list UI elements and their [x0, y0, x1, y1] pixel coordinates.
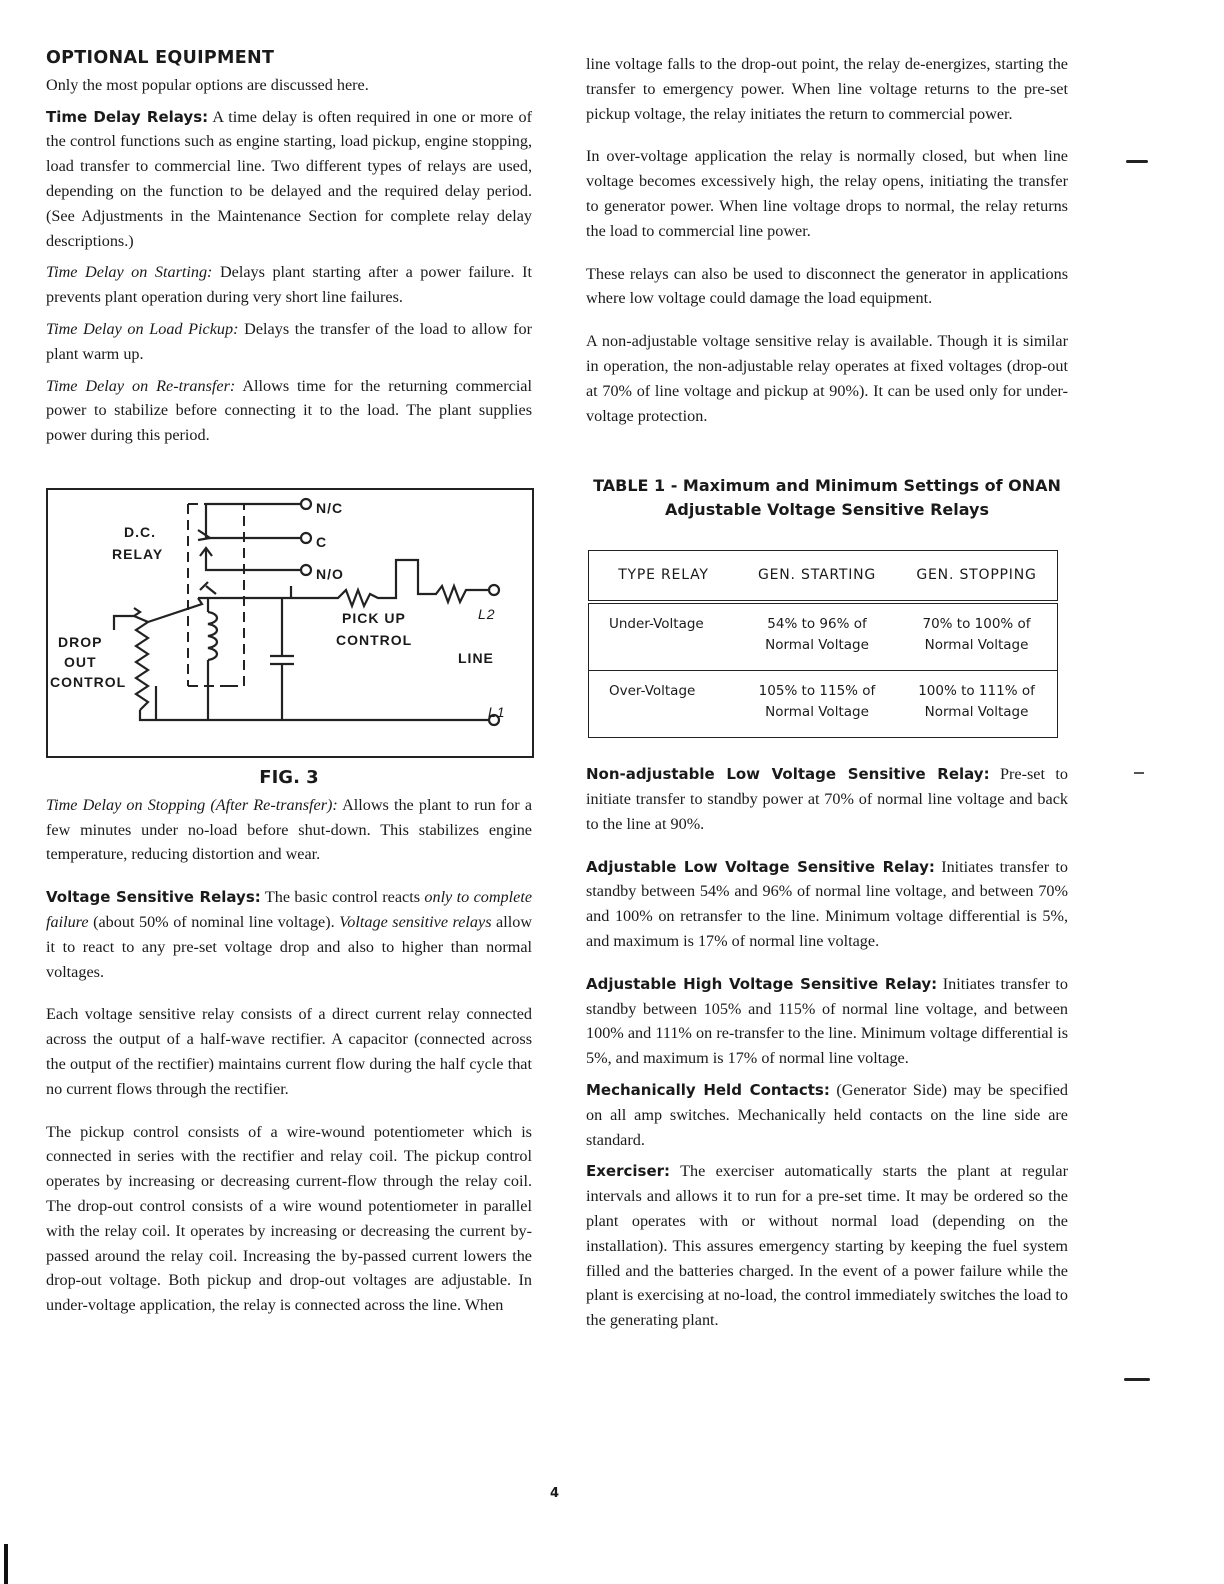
out-label: OUT — [64, 653, 97, 670]
circuit-drawing — [48, 490, 532, 756]
dc-label: D.C. — [124, 523, 156, 540]
table-cell: 54% to 96% of Normal Voltage — [765, 616, 869, 654]
left-column — [46, 40, 532, 1325]
non-adj-low-paragraph: Non-adjustable Low Voltage Sensitive Relay: Pre-set to initiate transfer to standby power at 70% of normal line voltage and back to the line at 90%. — [586, 765, 1069, 833]
drop-label: DROP — [58, 633, 103, 650]
right-column — [586, 52, 1068, 1340]
stopping-paragraph: Time Delay on Stopping (After Re-transfer): Allows the plant to run for a few minutes under no-load before shut-down. This stabilizes engine temperature, reducing distortion and wear. — [46, 795, 532, 864]
table-header-row — [589, 551, 1058, 602]
scan-margin-mark — [1126, 160, 1148, 163]
table-title: TABLE 1 - Maximum and Minimum Settings of ONAN Adjustable Voltage Sensitive Relays — [593, 476, 1061, 520]
run-in-label: Adjustable Low Voltage Sensitive Relay: — [586, 857, 935, 876]
run-in-label: Adjustable High Voltage Sensitive Relay: — [586, 974, 938, 993]
over-voltage-paragraph: In over-voltage application the relay is normally closed, but when line voltage becomes excessively high, the relay opens, initiating the transfer to generator power. When line voltage drops to normal, the relay returns the load to commercial line power. — [586, 147, 1068, 240]
scan-margin-mark — [4, 1544, 8, 1584]
c-label: C — [316, 533, 328, 550]
each-relay-paragraph: Each voltage sensitive relay consists of a direct current relay connected across the output of a half-wave rectifier. A capacitor (connected across the output of the rectifier) maintains current flow during the half cycle that no current flows through the rectifier. — [46, 1005, 532, 1098]
l1-label: L1 — [488, 703, 506, 720]
retransfer-paragraph: Time Delay on Re-transfer: Allows time for the returning commercial power to stabilize before connecting it to the load. The plant supplies power during this period. — [46, 376, 532, 445]
disconnect-paragraph: These relays can also be used to disconnect the generator in applications where low voltage could damage the load equipment. — [586, 264, 1068, 308]
pickup-label: PICK UP — [342, 609, 406, 626]
pickup-control-label: CONTROL — [336, 631, 413, 648]
run-in-label: Voltage Sensitive Relays: — [46, 888, 261, 907]
section-heading: OPTIONAL EQUIPMENT — [46, 48, 275, 68]
pickup-control-paragraph: The pickup control consists of a wire-wound potentiometer which is connected in series with the rectifier and relay coil. The pickup control operates by increasing or decreasing current-flow through the relay coil. The drop-out control consists of a wire wound potentiometer in parallel with the relay coil. It operates by increasing or decreasing the current by-passed around the relay coil. Increasing the by-passed current lowers the drop-out voltage. Both pickup and drop-out voltages are adjustable. In under-voltage application, the relay is connected across the line. When — [46, 1122, 532, 1315]
figure-caption: FIG. 3 — [259, 766, 319, 788]
scan-margin-mark — [1124, 1378, 1150, 1381]
run-in-label: Time Delay Relays: — [46, 107, 209, 126]
load-pickup-paragraph: Time Delay on Load Pickup: Delays the transfer of the load to allow for plant warm up. — [46, 319, 533, 363]
continuation-paragraph: line voltage falls to the drop-out point, the relay de-energizes, starting the transfer to emergency power. When line voltage returns to the pre-set pickup voltage, the relay initiates the return to commercial power. — [586, 55, 1068, 123]
table-header: GEN. STOPPING — [916, 567, 1037, 584]
adj-high-paragraph: Adjustable High Voltage Sensitive Relay: Initiates transfer to standby between 105% and 115% of normal line voltage, and between 100% and 111% on re-transfer to the line. Minimum voltage differential is 5%, and maximum is 17% of normal line voltage. — [586, 974, 1069, 1068]
table-row — [589, 602, 1058, 671]
table-header: GEN. STARTING — [757, 567, 877, 584]
line-label: LINE — [458, 649, 494, 666]
table-header: TYPE RELAY — [618, 567, 709, 584]
run-in-label: Exerciser: — [586, 1162, 671, 1181]
relay-circuit-diagram — [46, 488, 534, 758]
l2-label: L2 — [478, 605, 496, 622]
italic-label: Time Delay on Stopping (After Re-transfer): — [46, 795, 338, 814]
relay-label: RELAY — [112, 545, 164, 562]
table-cell: Under-Voltage — [609, 616, 704, 633]
adj-low-paragraph: Adjustable Low Voltage Sensitive Relay: Initiates transfer to standby between 54% and 96% of normal line voltage, and between 70% and 100% on retransfer to the line. Minimum voltage differential is 5%, and maximum is 17% of normal line voltage. — [586, 857, 1069, 950]
relay-settings-table — [588, 550, 1058, 738]
intro-paragraph: Only the most popular options are discussed here. — [46, 75, 369, 94]
table-cell: 105% to 115% of Normal Voltage — [758, 683, 876, 721]
table-cell: 100% to 111% of Normal Voltage — [918, 683, 1035, 721]
time-delay-relays-paragraph: Time Delay Relays: A time delay is often required in one or more of the control functions such as engine starting, load pickup, engine stopping, load transfer to commercial line. Two different types of relays are used, depending on the function to be delayed and the required delay period. (See Adjustments in the Maintenance Section for complete relay delay descriptions.) — [46, 107, 532, 250]
italic-label: Time Delay on Starting: — [46, 263, 213, 282]
table-cell: Over-Voltage — [609, 683, 696, 700]
run-in-label: Non-adjustable Low Voltage Sensitive Relay: — [586, 765, 990, 784]
starting-paragraph: Time Delay on Starting: Delays plant starting after a power failure. It prevents plant operation during very short line failures. — [46, 263, 532, 307]
italic-label: Time Delay on Re-transfer: — [46, 376, 236, 395]
dropout-control-label: CONTROL — [50, 673, 127, 690]
italic-label: Time Delay on Load Pickup: — [46, 319, 239, 338]
table-row — [589, 671, 1058, 738]
scan-margin-mark — [1134, 772, 1144, 774]
nc-label: N/C — [316, 499, 344, 516]
voltage-sensitive-paragraph: Voltage Sensitive Relays: The basic control reacts only to complete failure (about 50% of nominal line voltage). Voltage sensitive relays allow it to react to any pre-set voltage drop and also to higher than normal voltages. — [46, 888, 533, 981]
run-in-label: Mechanically Held Contacts: — [586, 1080, 830, 1099]
table-cell: 70% to 100% of Normal Voltage — [922, 616, 1031, 654]
page-number: 4 — [550, 1486, 560, 1501]
non-adjustable-paragraph: A non-adjustable voltage sensitive relay is available. Though it is similar in operation, the non-adjustable relay operates at fixed voltages (drop-out at 70% of line voltage and pickup at 90%). It can be used only for under-voltage protection. — [586, 332, 1068, 425]
exerciser-paragraph: Exerciser: The exerciser automatically starts the plant at regular intervals and allows it to run for a pre-set time. It may be ordered so the plant operates with or without normal load (depending on the installation). This assures emergency starting by keeping the fuel system filled and the batteries charged. In the event of a power failure while the plant is exercising at no-load, the control immediately switches the load to the generating plant. — [586, 1162, 1068, 1330]
no-label: N/O — [316, 565, 344, 582]
mech-held-paragraph: Mechanically Held Contacts: (Generator Side) may be specified on all amp switches. Mechanically held contacts on the line side are standard. — [586, 1080, 1068, 1149]
